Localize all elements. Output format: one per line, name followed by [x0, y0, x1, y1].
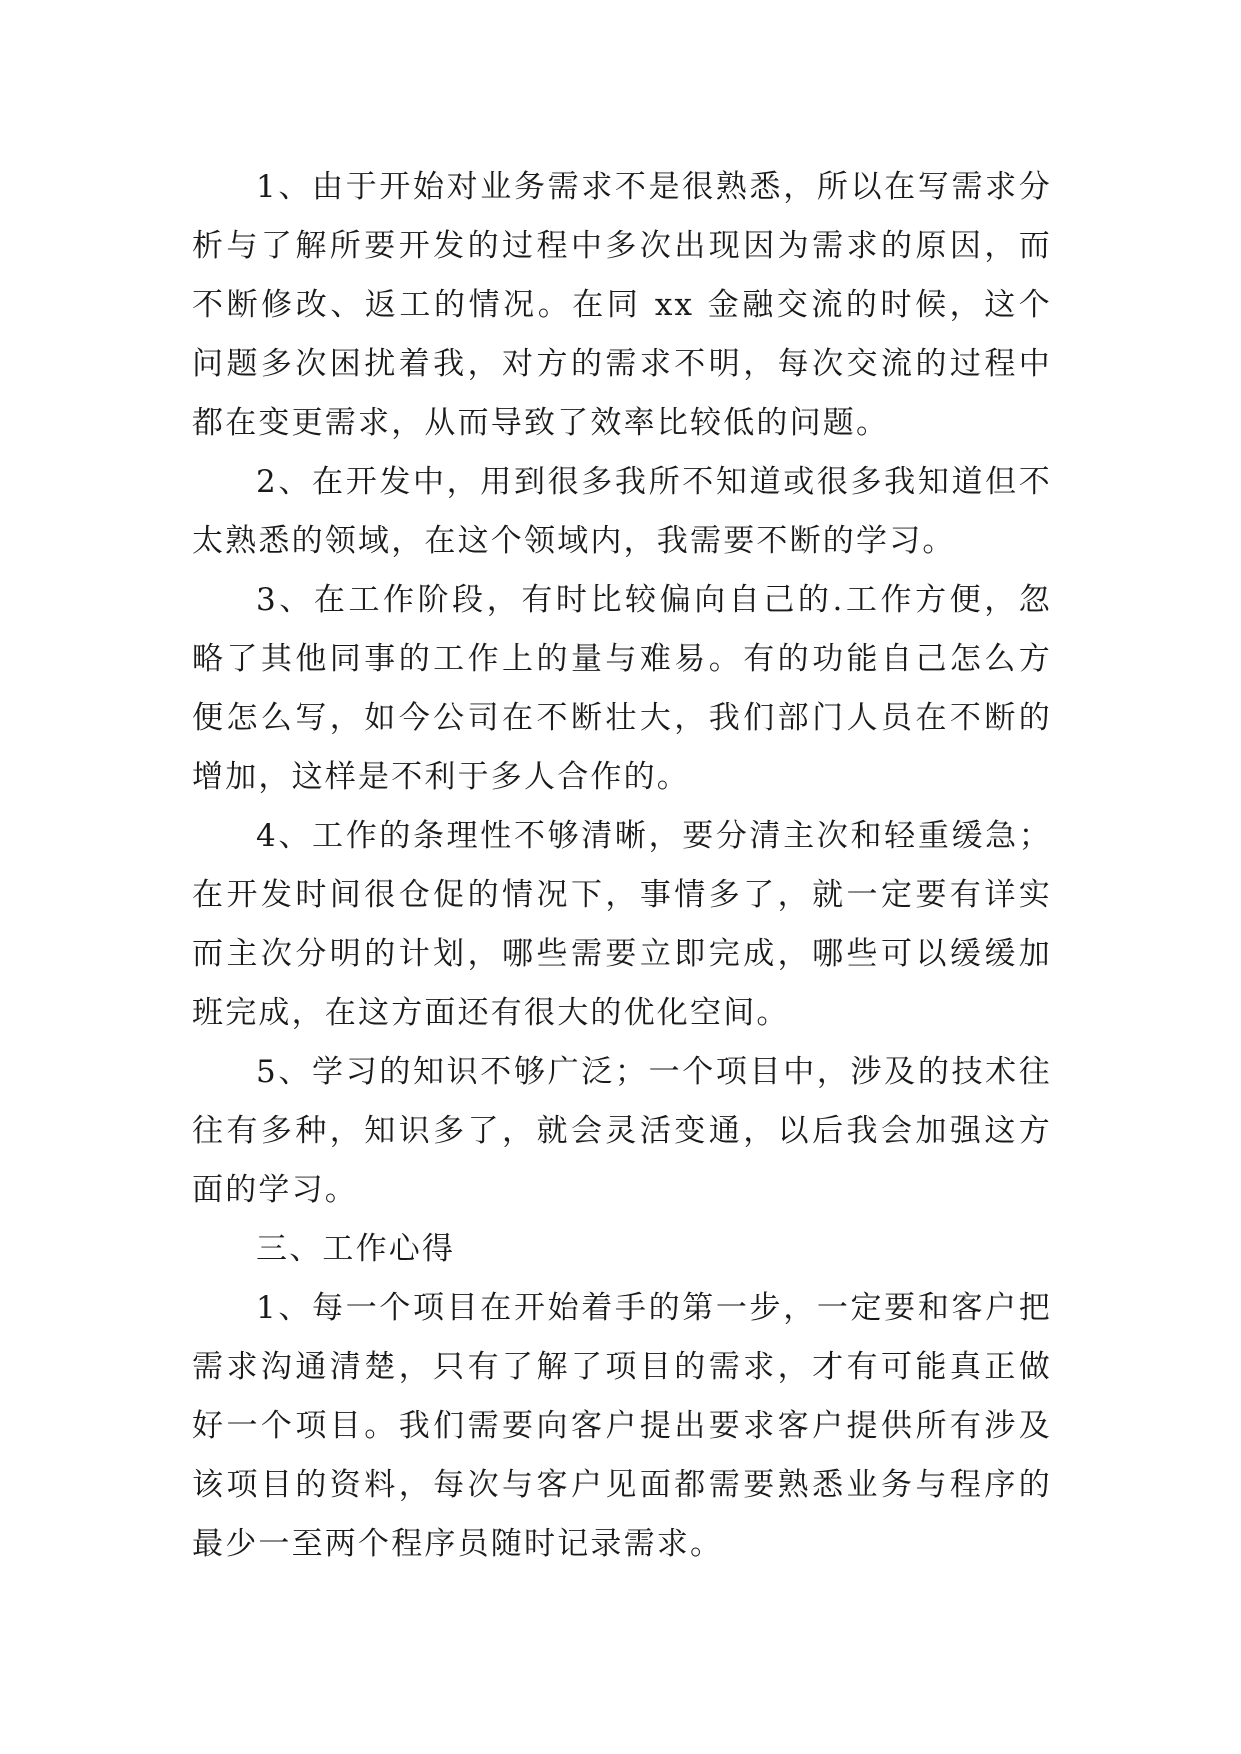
paragraph-issue-4: 4、工作的条理性不够清晰，要分清主次和轻重缓急；在开发时间很仓促的情况下，事情多了，就一定要有详实而主次分明的计划，哪些需要立即完成，哪些可以缓缓加班完成，在这方面还有很大的优化空间。 — [192, 818, 1052, 1031]
paragraph-issue-3: 3、在工作阶段，有时比较偏向自己的.工作方便，忽略了其他同事的工作上的量与难易。有的功能自己怎么方便怎么写，如今公司在不断壮大，我们部门人员在不断的增加，这样是不利于多人合作的。 — [192, 582, 1052, 795]
document-body — [192, 158, 1052, 1574]
paragraph-issue-1: 1、由于开始对业务需求不是很熟悉，所以在写需求分析与了解所要开发的过程中多次出现因为需求的原因，而不断修改、返工的情况。在同 xx 金融交流的时候，这个问题多次困扰着我，对方的需求不明，每次交流的过程中都在变更需求，从而导致了效率比较低的问题。 — [192, 169, 1052, 441]
paragraph-issue-2: 2、在开发中，用到很多我所不知道或很多我知道但不太熟悉的领域，在这个领域内，我需要不断的学习。 — [192, 464, 1052, 559]
paragraph-issue-5: 5、学习的知识不够广泛；一个项目中，涉及的技术往往有多种，知识多了，就会灵活变通，以后我会加强这方面的学习。 — [192, 1054, 1052, 1208]
paragraph-insight-1: 1、每一个项目在开始着手的第一步，一定要和客户把需求沟通清楚，只有了解了项目的需求，才有可能真正做好一个项目。我们需要向客户提出要求客户提供所有涉及该项目的资料，每次与客户见面都需要熟悉业务与程序的最少一至两个程序员随时记录需求。 — [192, 1290, 1052, 1562]
section-heading-work-insights: 三、工作心得 — [256, 1231, 456, 1267]
